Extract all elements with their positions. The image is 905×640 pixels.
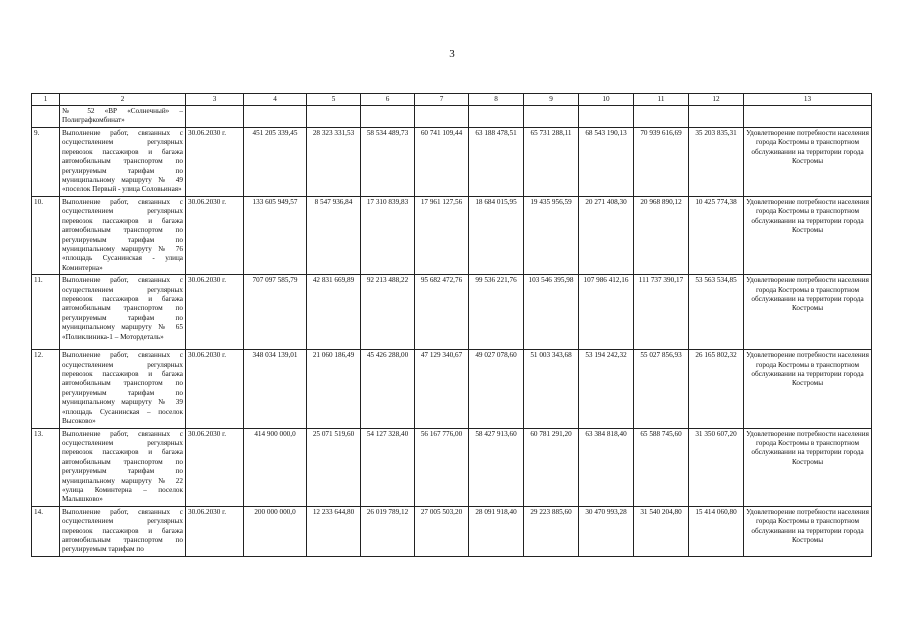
row-amount: 451 205 339,45 (244, 128, 307, 197)
row-amount: 107 986 412,16 (579, 275, 634, 350)
row-amount: 29 223 885,60 (524, 506, 579, 556)
row-amount: 200 000 000,0 (244, 506, 307, 556)
row-amount: 42 831 669,89 (307, 275, 361, 350)
table-row (32, 350, 872, 428)
row-amount: 31 350 607,20 (689, 428, 744, 506)
column-number: 10 (579, 94, 634, 106)
table-row-continued (32, 106, 872, 128)
column-number: 7 (415, 94, 469, 106)
row-amount: 49 027 078,60 (469, 350, 524, 428)
row-amount: 20 968 890,12 (634, 197, 689, 275)
row-number: 14. (32, 506, 60, 556)
row-amount: 20 271 408,30 (579, 197, 634, 275)
row-description: Выполнение работ, связанных с осуществлением регулярных перевозок пассажиров и багажа автомобильным транспортом по регулируемым тарифам по муниципальному маршруту № 49 «поселок Первый - улица Соловьиная» (60, 128, 186, 197)
row-amount: 111 737 390,17 (634, 275, 689, 350)
column-number: 2 (60, 94, 186, 106)
row-amount: 51 003 343,68 (524, 350, 579, 428)
row-amount: 26 165 802,32 (689, 350, 744, 428)
row-result: Удовлетворение потребности населения города Костромы в транспортном обслуживании на территории города Костромы (744, 128, 872, 197)
row-number: 13. (32, 428, 60, 506)
row-date: 30.06.2030 г. (186, 197, 244, 275)
row-amount: 26 019 789,12 (361, 506, 415, 556)
column-number: 4 (244, 94, 307, 106)
row-amount: 35 203 835,31 (689, 128, 744, 197)
row-amount: 12 233 644,80 (307, 506, 361, 556)
column-number-row (32, 94, 872, 106)
row-description: № 52 «ВР «Солнечный» – Полиграфкомбинат» (60, 106, 186, 128)
row-amount: 30 470 993,28 (579, 506, 634, 556)
row-amount: 70 939 616,69 (634, 128, 689, 197)
row-amount: 95 682 472,76 (415, 275, 469, 350)
row-result: Удовлетворение потребности населения города Костромы в транспортном обслуживании на территории города Костромы (744, 428, 872, 506)
row-amount: 28 091 918,40 (469, 506, 524, 556)
row-number: 11. (32, 275, 60, 350)
column-number: 3 (186, 94, 244, 106)
row-amount: 348 034 139,01 (244, 350, 307, 428)
row-amount: 103 546 395,98 (524, 275, 579, 350)
row-amount: 55 027 856,93 (634, 350, 689, 428)
row-amount: 65 588 745,60 (634, 428, 689, 506)
row-amount: 28 323 331,53 (307, 128, 361, 197)
row-amount: 63 384 818,40 (579, 428, 634, 506)
row-number: 12. (32, 350, 60, 428)
row-amount: 19 435 956,59 (524, 197, 579, 275)
row-amount: 31 540 204,80 (634, 506, 689, 556)
row-result: Удовлетворение потребности населения города Костромы в транспортном обслуживании на территории города Костромы (744, 506, 872, 556)
column-number: 11 (634, 94, 689, 106)
row-date: 30.06.2030 г. (186, 506, 244, 556)
table-row (32, 428, 872, 506)
row-result: Удовлетворение потребности населения города Костромы в транспортном обслуживании на территории города Костромы (744, 350, 872, 428)
row-amount: 21 060 186,49 (307, 350, 361, 428)
row-amount: 65 731 288,11 (524, 128, 579, 197)
row-amount: 17 961 127,56 (415, 197, 469, 275)
table-row (32, 506, 872, 556)
row-amount: 707 097 585,79 (244, 275, 307, 350)
row-amount: 10 425 774,38 (689, 197, 744, 275)
data-table (31, 93, 872, 557)
row-description: Выполнение работ, связанных с осуществлением регулярных перевозок пассажиров и багажа автомобильным транспортом по регулируемым тарифам по муниципальному маршруту № 39 «площадь Сусанинская – поселок Высоково» (60, 350, 186, 428)
row-amount: 17 310 839,83 (361, 197, 415, 275)
row-description: Выполнение работ, связанных с осуществлением регулярных перевозок пассажиров и багажа автомобильным транспортом по регулируемым тарифам по муниципальному маршруту № 22 «улица Коминтерна – поселок Малышково» (60, 428, 186, 506)
column-number: 13 (744, 94, 872, 106)
row-amount: 18 684 015,95 (469, 197, 524, 275)
row-description: Выполнение работ, связанных с осуществлением регулярных перевозок пассажиров и багажа автомобильным транспортом по регулируемым тарифам по (60, 506, 186, 556)
row-amount: 58 534 489,73 (361, 128, 415, 197)
row-amount: 27 005 503,20 (415, 506, 469, 556)
column-number: 5 (307, 94, 361, 106)
row-amount: 25 071 519,60 (307, 428, 361, 506)
column-number: 6 (361, 94, 415, 106)
row-amount: 63 188 478,51 (469, 128, 524, 197)
row-amount: 60 741 109,44 (415, 128, 469, 197)
row-date: 30.06.2030 г. (186, 428, 244, 506)
row-result: Удовлетворение потребности населения города Костромы в транспортном обслуживании на территории города Костромы (744, 197, 872, 275)
row-result: Удовлетворение потребности населения города Костромы в транспортном обслуживании на территории города Костромы (744, 275, 872, 350)
row-amount: 53 563 534,85 (689, 275, 744, 350)
table-row (32, 275, 872, 350)
row-date: 30.06.2030 г. (186, 275, 244, 350)
row-amount: 47 129 340,67 (415, 350, 469, 428)
column-number: 1 (32, 94, 60, 106)
row-date: 30.06.2030 г. (186, 350, 244, 428)
page-number: 3 (449, 48, 455, 60)
row-amount: 53 194 242,32 (579, 350, 634, 428)
column-number: 12 (689, 94, 744, 106)
column-number: 9 (524, 94, 579, 106)
row-amount: 133 605 949,57 (244, 197, 307, 275)
row-amount: 68 543 190,13 (579, 128, 634, 197)
row-description: Выполнение работ, связанных с осуществлением регулярных перевозок пассажиров и багажа автомобильным транспортом по регулируемым тарифам по муниципальному маршруту № 76 «площадь Сусанинская - улица Коминтерна» (60, 197, 186, 275)
row-amount: 45 426 288,00 (361, 350, 415, 428)
row-amount: 58 427 913,60 (469, 428, 524, 506)
row-amount: 8 547 936,84 (307, 197, 361, 275)
row-amount: 414 900 000,0 (244, 428, 307, 506)
table-row (32, 197, 872, 275)
table-row (32, 128, 872, 197)
row-number (32, 106, 60, 128)
row-description: Выполнение работ, связанных с осуществлением регулярных перевозок пассажиров и багажа автомобильным транспортом по регулируемым тарифам по муниципальному маршруту № 65 «Поликлиника-1 – Мотордеталь» (60, 275, 186, 350)
row-amount: 60 781 291,20 (524, 428, 579, 506)
row-amount: 56 167 776,00 (415, 428, 469, 506)
row-amount: 92 213 488,22 (361, 275, 415, 350)
column-number: 8 (469, 94, 524, 106)
row-amount: 99 536 221,76 (469, 275, 524, 350)
row-amount: 54 127 328,40 (361, 428, 415, 506)
row-amount: 15 414 060,80 (689, 506, 744, 556)
row-number: 9. (32, 128, 60, 197)
row-number: 10. (32, 197, 60, 275)
row-date: 30.06.2030 г. (186, 128, 244, 197)
